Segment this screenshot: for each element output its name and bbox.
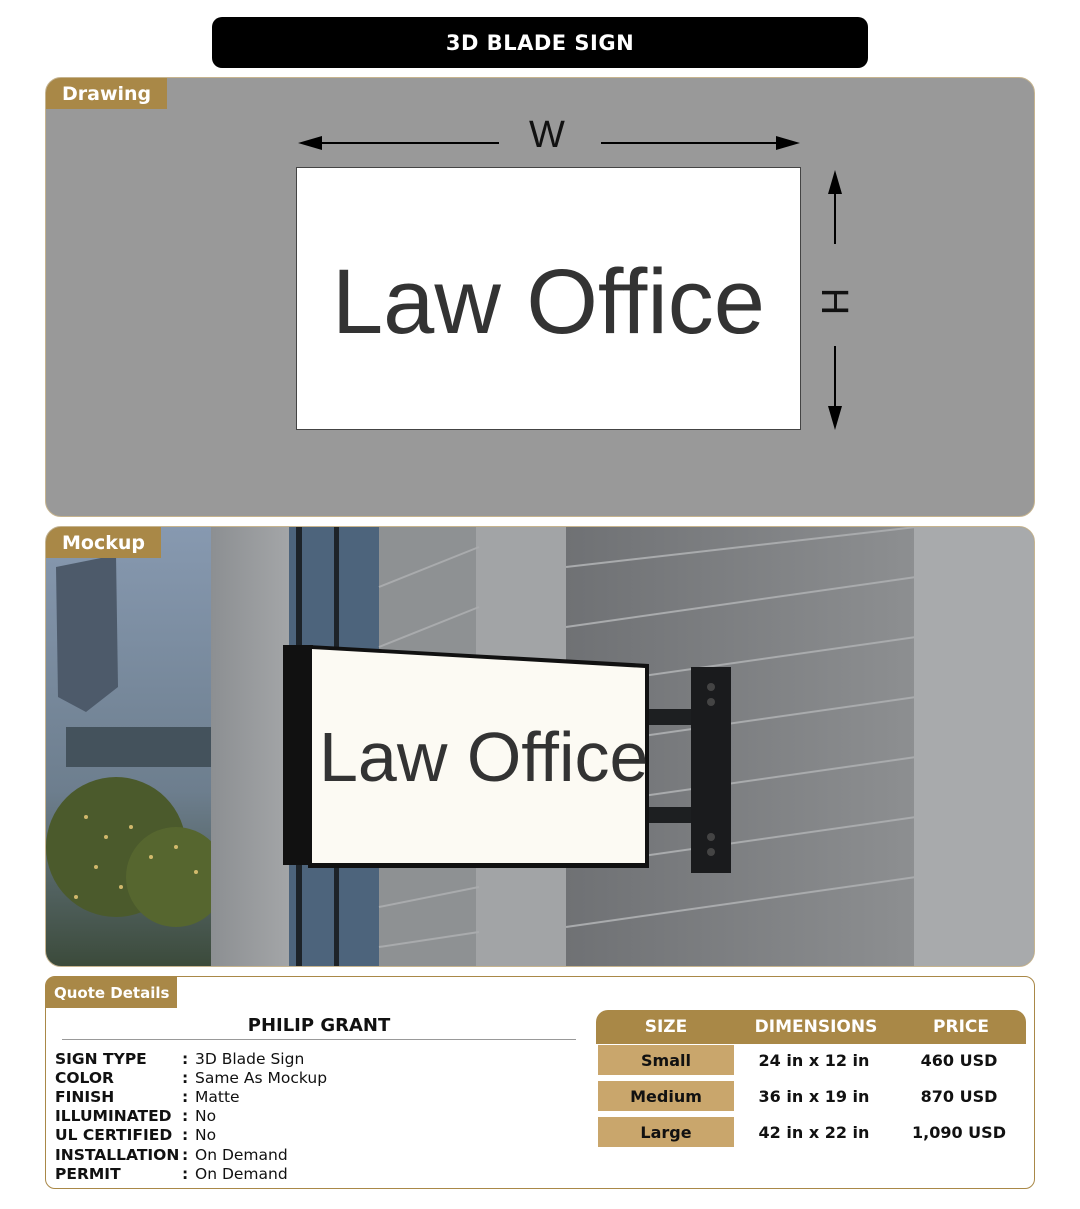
spec-colon: :: [182, 1107, 189, 1126]
spec-value: On Demand: [195, 1145, 288, 1164]
width-label: W: [529, 114, 565, 156]
table-row: [596, 1116, 1026, 1148]
spec-row: [55, 1126, 327, 1145]
drawing-tab-label: Drawing: [46, 78, 167, 109]
spec-label: INSTALLATION: [55, 1145, 180, 1164]
price-cell: 460 USD: [920, 1050, 998, 1070]
spec-colon: :: [182, 1145, 189, 1164]
spec-row: [55, 1145, 327, 1164]
table-row: [596, 1080, 1026, 1112]
mockup-sign-text: Law Office: [319, 718, 649, 796]
pricing-table-header: [596, 1010, 1026, 1044]
quote-panel: [45, 976, 1035, 1189]
size-cell: Small: [598, 1045, 734, 1075]
spec-colon: :: [182, 1087, 189, 1106]
drawing-panel: [45, 77, 1035, 517]
size-cell: Large: [598, 1117, 734, 1147]
spec-colon: :: [182, 1049, 189, 1068]
spec-label: COLOR: [55, 1068, 114, 1087]
client-divider: [62, 1039, 576, 1040]
quote-tab-label: Quote Details: [46, 977, 177, 1008]
spec-colon: :: [182, 1164, 189, 1183]
header-dimensions: DIMENSIONS: [754, 1017, 878, 1037]
header-price: PRICE: [933, 1017, 989, 1037]
spec-row: [55, 1087, 327, 1106]
spec-label: PERMIT: [55, 1164, 121, 1183]
pricing-table: [596, 1010, 1026, 1148]
spec-value: On Demand: [195, 1164, 288, 1183]
spec-colon: :: [182, 1068, 189, 1087]
dimensions-cell: 24 in x 12 in: [758, 1050, 870, 1070]
spec-value: Matte: [195, 1087, 240, 1106]
spec-label: SIGN TYPE: [55, 1049, 147, 1068]
spec-list: [55, 1049, 327, 1183]
mockup-panel: [45, 526, 1035, 967]
price-cell: 1,090 USD: [912, 1122, 1006, 1142]
spec-label: FINISH: [55, 1087, 115, 1106]
mockup-tab-label: Mockup: [46, 527, 161, 558]
sign-drawing-text: Law Office: [332, 251, 765, 353]
dimensions-cell: 42 in x 22 in: [758, 1122, 870, 1142]
dimensions-cell: 36 in x 19 in: [758, 1086, 870, 1106]
price-cell: 870 USD: [920, 1086, 998, 1106]
spec-colon: :: [182, 1126, 189, 1145]
height-label: H: [813, 287, 856, 316]
spec-row: [55, 1107, 327, 1126]
table-row: [596, 1044, 1026, 1076]
spec-value: No: [195, 1126, 217, 1145]
spec-value: No: [195, 1107, 217, 1126]
spec-row: [55, 1068, 327, 1087]
spec-value: 3D Blade Sign: [195, 1049, 305, 1068]
spec-label: ILLUMINATED: [55, 1107, 172, 1126]
spec-value: Same As Mockup: [195, 1068, 328, 1087]
page-title: 3D BLADE SIGN: [212, 17, 868, 68]
header-size: SIZE: [644, 1017, 688, 1037]
size-cell: Medium: [598, 1081, 734, 1111]
spec-label: UL CERTIFIED: [55, 1126, 173, 1145]
client-name: PHILIP GRANT: [247, 1015, 391, 1036]
sign-drawing: [296, 167, 801, 430]
spec-row: [55, 1049, 327, 1068]
spec-row: [55, 1164, 327, 1183]
